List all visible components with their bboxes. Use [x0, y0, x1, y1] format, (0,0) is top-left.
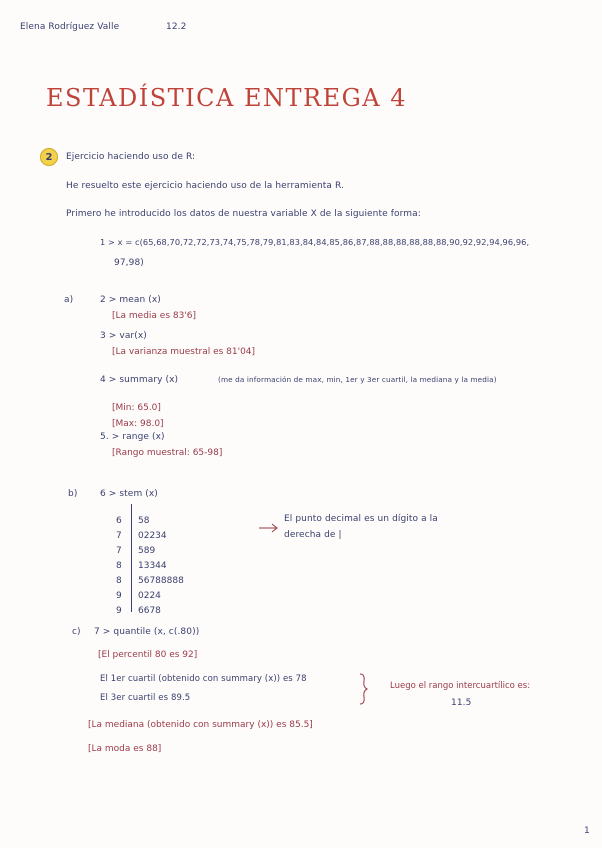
- curly-brace-icon: [358, 672, 368, 706]
- first-quartile: El 1er cuartil (obtenido con summary (x)) es 78: [100, 674, 307, 684]
- leaf-value: 02234: [138, 531, 167, 541]
- exercise-number: 2: [45, 151, 53, 163]
- var-result: [La varianza muestral es 81'04]: [112, 347, 256, 357]
- author-name: Elena Rodríguez Valle: [20, 22, 120, 32]
- part-a-label: a): [64, 295, 74, 305]
- mean-command: 2 > mean (x): [100, 295, 161, 305]
- stem-value: 8: [116, 576, 122, 586]
- stem-note-line-2: derecha de |: [284, 530, 342, 540]
- stem-column: [116, 514, 122, 619]
- leaf-value: 13344: [138, 561, 167, 571]
- leaf-value: 589: [138, 546, 156, 556]
- stem-divider: [131, 504, 132, 612]
- stem-note-line-1: El punto decimal es un dígito a la: [284, 514, 438, 524]
- leaf-column: [138, 514, 184, 619]
- median-result: [La mediana (obtenido con summary (x)) es 85.5]: [88, 720, 313, 730]
- iqr-value: 11.5: [451, 698, 472, 708]
- mean-result: [La media es 83'6]: [112, 311, 197, 321]
- stem-value: 9: [116, 606, 122, 616]
- intro-line-2: Primero he introducido los datos de nuestra variable X de la siguiente forma:: [66, 209, 421, 219]
- stem-value: 7: [116, 546, 122, 556]
- iqr-text: Luego el rango intercuartílico es:: [390, 681, 531, 691]
- stem-value: 7: [116, 531, 122, 541]
- part-b-label: b): [68, 489, 78, 499]
- data-command-line-2: 97,98): [114, 258, 144, 268]
- max-result: [Max: 98.0]: [112, 419, 164, 429]
- range-command: 5. > range (x): [100, 432, 165, 442]
- leaf-value: 56788888: [138, 576, 184, 586]
- stem-value: 8: [116, 561, 122, 571]
- group-number: 12.2: [166, 22, 187, 32]
- part-c-label: c): [72, 627, 81, 637]
- quantile-command: 7 > quantile (x, c(.80)): [94, 627, 200, 637]
- exercise-heading: Ejercicio haciendo uso de R:: [66, 152, 196, 162]
- leaf-value: 0224: [138, 591, 161, 601]
- stem-command: 6 > stem (x): [100, 489, 158, 499]
- intro-line-1: He resuelto este ejercicio haciendo uso de la herramienta R.: [66, 181, 344, 191]
- third-quartile: El 3er cuartil es 89.5: [100, 693, 191, 703]
- leaf-value: 58: [138, 516, 150, 526]
- page-number: 1: [584, 826, 590, 836]
- exercise-number-badge: [40, 148, 58, 166]
- stem-value: 6: [116, 516, 122, 526]
- data-command-line-1: 1 > x = c(65,68,70,72,72,73,74,75,78,79,81,83,84,84,85,86,87,88,88,88,88,88,88,90,92,92,94,96,96,: [100, 237, 530, 247]
- leaf-value: 6678: [138, 606, 161, 616]
- stem-value: 9: [116, 591, 122, 601]
- summary-command: 4 > summary (x): [100, 375, 179, 385]
- percentile-result: [El percentil 80 es 92]: [98, 650, 198, 660]
- summary-note: (me da información de max, min, 1er y 3er cuartil, la mediana y la media): [218, 375, 497, 384]
- page-title: ESTADÍSTICA ENTREGA 4: [46, 84, 407, 112]
- arrow-right-icon: [258, 522, 280, 534]
- min-result: [Min: 65.0]: [112, 403, 161, 413]
- mode-result: [La moda es 88]: [88, 744, 162, 754]
- range-result: [Rango muestral: 65-98]: [112, 448, 223, 458]
- var-command: 3 > var(x): [100, 331, 147, 341]
